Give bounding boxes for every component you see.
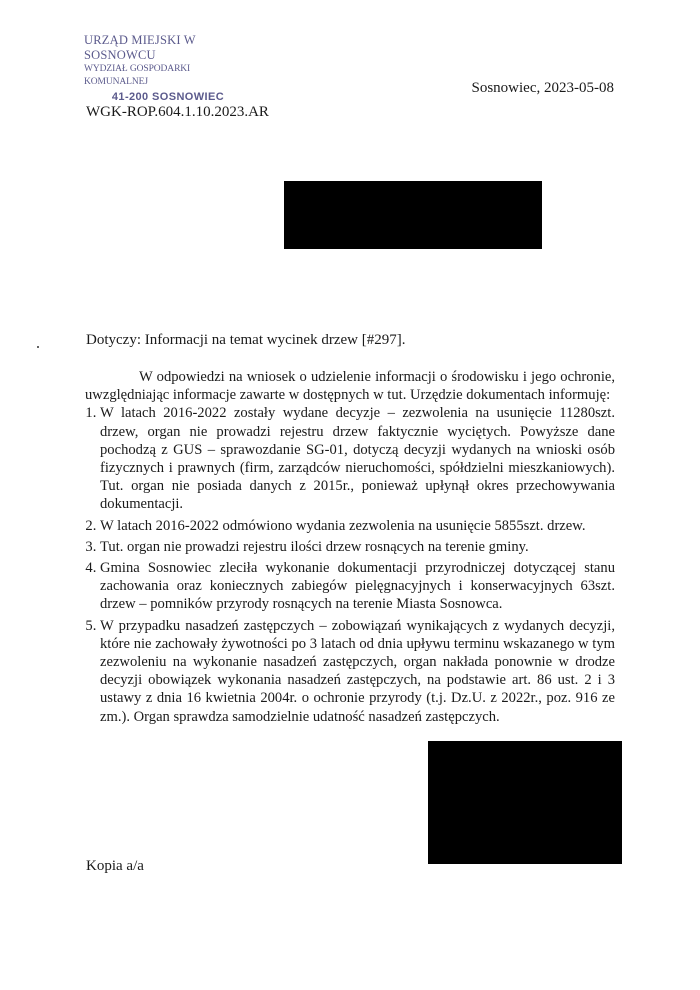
list-item: 3. Tut. organ nie prowadzi rejestru ilości drzew rosnących na terenie gminy.: [100, 538, 615, 556]
list-item: 4. Gmina Sosnowiec zleciła wykonanie dokumentacji przyrodniczej dotyczącej stanu zachowania oraz koniecznych zabiegów pielęgnacyjnych i konserwacyjnych 63szt. drzew – pomników przyrody rosnących na terenie Miasta Sosnowca.: [100, 559, 615, 614]
list-item: 5. W przypadku nasadzeń zastępczych – zobowiązań wynikających z wydanych decyzji, które nie zachowały żywotności po 3 latach od dnia upływu terminu wskazanego w tym zezwoleniu na wykonanie nasadzeń zastępczych, organ nakłada ponownie w drodze decyzji obowiązek wykonania nasadzeń zastępczych, na podstawie art. 86 ust. 2 i 3 ustawy z dnia 16 kwietnia 2004r. o ochronie przyrody (t.j. Dz.U. z 2022r., poz. 916 ze zm.). Organ sprawdza samodzielnie udatność nasadzeń zastępczych.: [100, 617, 615, 726]
letter-body: [71, 368, 615, 726]
reference-number: WGK-ROP.604.1.10.2023.AR: [86, 104, 269, 120]
copy-note: Kopia a/a: [86, 858, 144, 874]
stamp-line-department: WYDZIAŁ GOSPODARKI KOMUNALNEJ: [84, 64, 191, 87]
place-date: Sosnowiec, 2023-05-08: [471, 80, 614, 96]
stamp-line-postcode: 41-200 SOSNOWIEC: [111, 91, 225, 103]
redacted-signature-block: [428, 741, 622, 864]
redacted-recipient-block: [284, 181, 542, 249]
list-item: 2. W latach 2016-2022 odmówiono wydania zezwolenia na usunięcie 5855szt. drzew.: [100, 517, 615, 535]
scan-speck: [37, 346, 39, 348]
stamp-line-office: URZĄD MIEJSKI W SOSNOWCU: [84, 33, 196, 62]
list-item: 1. W latach 2016-2022 zostały wydane decyzje – zezwolenia na usunięcie 11280szt. drzew, organ nie prowadzi rejestru drzew faktycznie wyciętych. Powyższe dane pochodzą z GUS – sprawozdanie SG-01, dotyczą decyzji wydanych na wnioski osób fizycznych i prawnych (firm, zarządców nieruchomości, spółdzielni mieszkaniowych). Tut. organ nie posiada danych z 2015r., ponieważ upłynął okres przechowywania dokumentacji.: [100, 404, 615, 513]
office-stamp: [84, 33, 252, 105]
information-list: [71, 404, 615, 725]
subject-line: Dotyczy: Informacji na temat wycinek drzew [#297].: [86, 332, 406, 348]
intro-paragraph: W odpowiedzi na wniosek o udzielenie informacji o środowisku i jego ochronie, uwzględniając informacje zawarte w dostępnych w tut. Urzędzie dokumentach informuję:: [85, 369, 615, 404]
